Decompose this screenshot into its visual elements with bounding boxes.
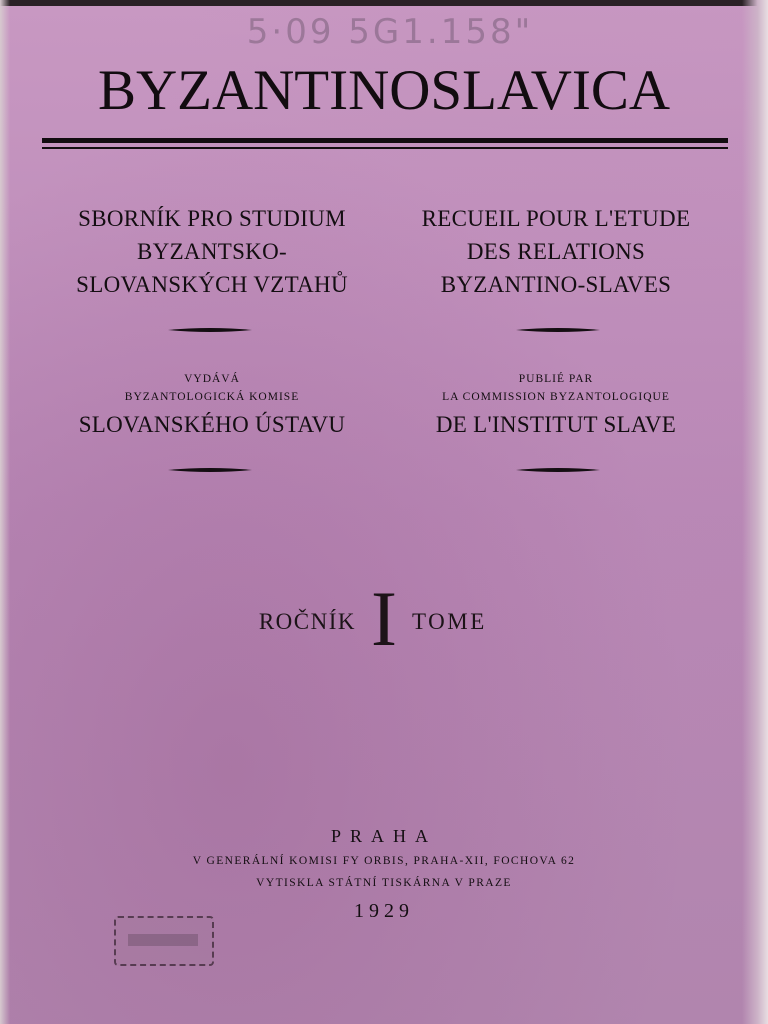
imprint-city: PRAHA <box>330 826 437 846</box>
imprint-year: 1929 <box>354 900 414 922</box>
subtitle-line: BYZANTSKO- <box>137 239 287 264</box>
ornament-divider <box>168 327 252 333</box>
volume-label-czech: ROČNÍK <box>258 609 356 634</box>
library-shelfmark: 5·09 5G1.158" <box>246 12 534 52</box>
publisher-commission: LA COMMISSION BYZANTOLOGIQUE <box>442 391 670 403</box>
title-rule-thin <box>42 147 728 149</box>
title-rule-thick <box>42 138 728 143</box>
cover-right-edge <box>742 0 768 1024</box>
imprint-distribution: V GENERÁLNÍ KOMISI FY ORBIS, PRAHA-XII, FOCHOVA 62 <box>192 855 576 867</box>
volume-line <box>0 575 768 665</box>
publisher-verb: PUBLIÉ PAR <box>518 373 594 385</box>
publisher-institute: DE L'INSTITUT SLAVE <box>435 412 677 437</box>
library-label-stamp <box>114 916 214 966</box>
ornament-divider <box>516 467 600 473</box>
publisher-verb: VYDÁVÁ <box>184 373 240 385</box>
publisher-french <box>386 370 726 441</box>
subtitle-line: SLOVANSKÝCH VZTAHŮ <box>76 272 348 297</box>
journal-title: BYZANTINOSLAVICA <box>97 59 671 122</box>
imprint-printer: VYTISKLA STÁTNÍ TISKÁRNA V PRAZE <box>256 877 512 889</box>
volume-number: I <box>371 575 397 662</box>
subtitle-line: BYZANTINO-SLAVES <box>440 272 672 297</box>
subtitle-french <box>386 202 726 301</box>
subtitle-line: DES RELATIONS <box>466 239 646 264</box>
publisher-institute: SLOVANSKÉHO ÚSTAVU <box>78 412 346 437</box>
ornament-divider <box>516 327 600 333</box>
subtitle-line: SBORNÍK PRO STUDIUM <box>78 206 346 231</box>
publisher-czech <box>42 370 382 441</box>
cover-top-edge <box>0 0 768 6</box>
publisher-commission: BYZANTOLOGICKÁ KOMISE <box>124 391 300 403</box>
ornament-divider <box>168 467 252 473</box>
subtitle-czech <box>42 202 382 301</box>
volume-label-french: TOME <box>412 609 487 634</box>
subtitle-line: RECUEIL POUR L'ETUDE <box>421 206 691 231</box>
cover-left-edge <box>0 0 10 1024</box>
